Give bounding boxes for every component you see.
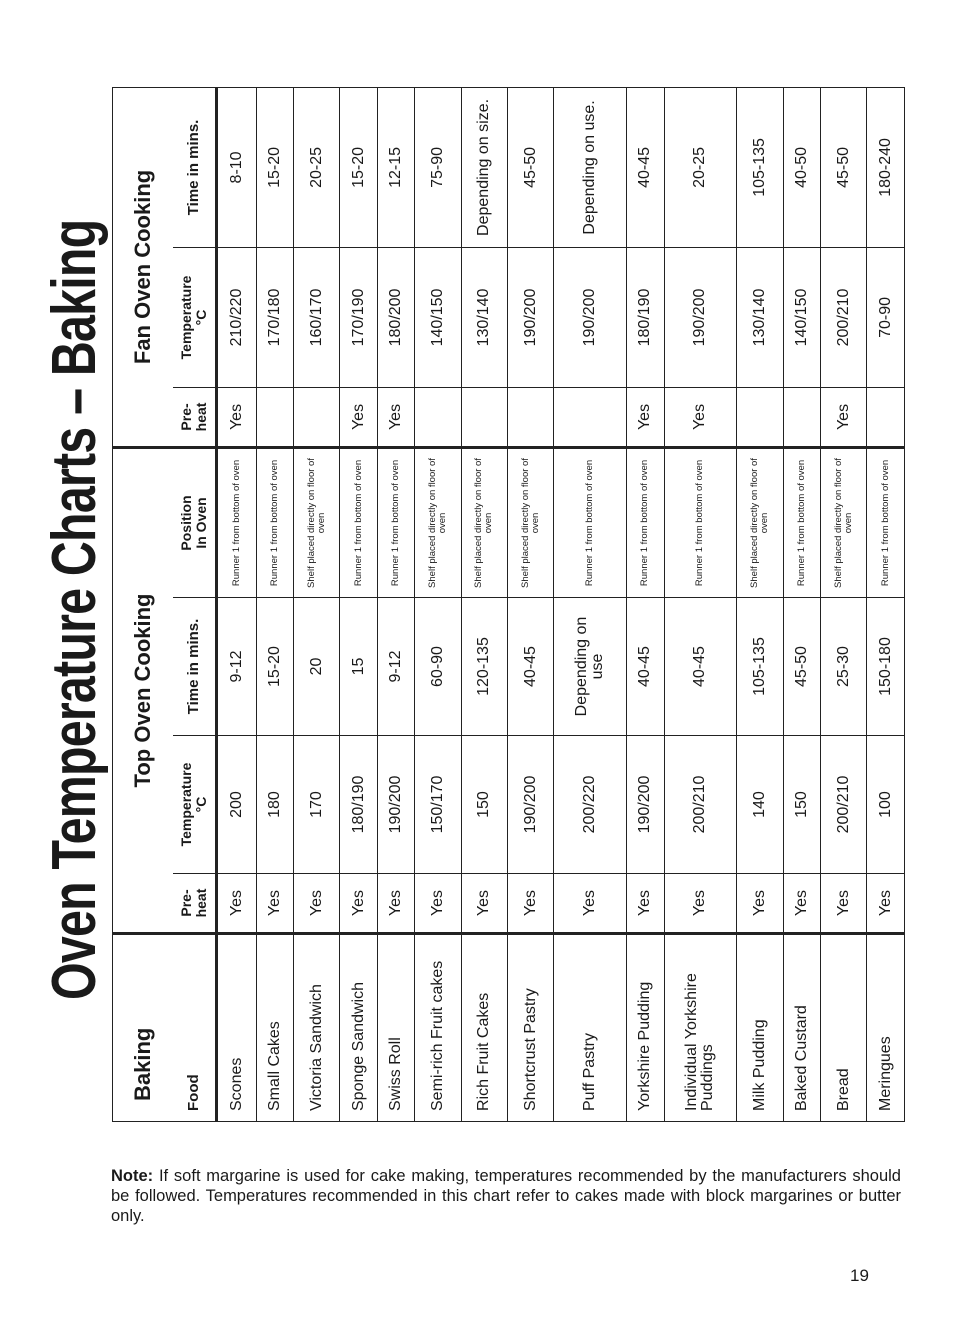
col-fan-preheat: Pre- heat: [173, 387, 217, 447]
note-label: Note:: [111, 1167, 154, 1185]
cell-top-temp: 200/210: [821, 736, 867, 874]
page-title-text: Oven Temperature Charts – Baking: [40, 219, 109, 1000]
cell-top-preheat: Yes: [664, 874, 737, 934]
cell-position: Shelf placed directly on floor of oven: [508, 447, 554, 597]
cell-fan-preheat: [508, 387, 554, 447]
cell-fan-temp: 170/180: [256, 247, 293, 387]
cell-fan-time: 20-25: [664, 87, 737, 247]
cell-food: Yorkshire Pudding: [627, 934, 664, 1122]
cell-top-preheat: Yes: [627, 874, 664, 934]
cell-top-temp: 100: [867, 736, 905, 874]
col-fan-temperature: Temperature °C: [173, 247, 217, 387]
cell-food: Meringues: [867, 934, 905, 1122]
cell-top-preheat: Yes: [867, 874, 905, 934]
table-row: [737, 87, 783, 1121]
table-row: [340, 87, 377, 1121]
cell-top-time: 45-50: [783, 598, 820, 736]
cell-position: Shelf placed directly on floor of oven: [461, 447, 507, 597]
cell-top-preheat: Yes: [783, 874, 820, 934]
cell-position: Runner 1 from bottom of oven: [340, 447, 377, 597]
baking-chart-table: [112, 87, 905, 1122]
cell-fan-preheat: [783, 387, 820, 447]
col-position: Position In Oven: [173, 447, 217, 597]
note-paragraph: [111, 1166, 901, 1226]
cell-position: Runner 1 from bottom of oven: [664, 447, 737, 597]
cell-food: Swiss Roll: [377, 934, 414, 1122]
cell-fan-time: 40-45: [627, 87, 664, 247]
cell-fan-preheat: Yes: [377, 387, 414, 447]
cell-top-temp: 190/200: [377, 736, 414, 874]
cell-fan-time: 105-135: [737, 87, 783, 247]
table-row: [554, 87, 627, 1121]
cell-top-time: 9-12: [217, 598, 257, 736]
table-row: [508, 87, 554, 1121]
cell-top-preheat: Yes: [377, 874, 414, 934]
cell-position: Shelf placed directly on floor of oven: [737, 447, 783, 597]
cell-top-time: 120-135: [461, 598, 507, 736]
column-header-row: [173, 87, 217, 1121]
cell-fan-temp: 180/200: [377, 247, 414, 387]
cell-fan-time: 20-25: [294, 87, 340, 247]
cell-fan-time: Depending on use.: [554, 87, 627, 247]
section-baking: Baking: [113, 934, 173, 1122]
cell-food: Bread: [821, 934, 867, 1122]
cell-position: Runner 1 from bottom of oven: [217, 447, 257, 597]
section-fan-oven: Fan Oven Cooking: [113, 87, 173, 447]
cell-fan-temp: 210/220: [217, 247, 257, 387]
cell-fan-preheat: [461, 387, 507, 447]
cell-top-time: 15: [340, 598, 377, 736]
cell-food: Small Cakes: [256, 934, 293, 1122]
cell-fan-temp: 190/200: [508, 247, 554, 387]
baking-chart-rotated: [112, 88, 905, 1122]
cell-top-temp: 200/210: [664, 736, 737, 874]
cell-top-time: 40-45: [664, 598, 737, 736]
table-row: [627, 87, 664, 1121]
cell-top-preheat: Yes: [415, 874, 461, 934]
cell-top-preheat: Yes: [294, 874, 340, 934]
col-top-temperature: Temperature °C: [173, 736, 217, 874]
table-row: [217, 87, 257, 1121]
cell-fan-time: 15-20: [256, 87, 293, 247]
cell-food: Puff Pastry: [554, 934, 627, 1122]
cell-top-preheat: Yes: [340, 874, 377, 934]
cell-fan-temp: 140/150: [415, 247, 461, 387]
cell-top-temp: 180: [256, 736, 293, 874]
cell-fan-preheat: [737, 387, 783, 447]
cell-food: Rich Fruit Cakes: [461, 934, 507, 1122]
col-top-preheat: Pre- heat: [173, 874, 217, 934]
cell-top-temp: 200/220: [554, 736, 627, 874]
cell-food: Shortcrust Pastry: [508, 934, 554, 1122]
cell-position: Shelf placed directly on floor of oven: [821, 447, 867, 597]
cell-fan-time: 45-50: [508, 87, 554, 247]
cell-top-time: 105-135: [737, 598, 783, 736]
baking-chart-box: [112, 88, 905, 1122]
cell-top-preheat: Yes: [217, 874, 257, 934]
col-food: Food: [173, 934, 217, 1122]
page-title-container: [40, 219, 110, 1000]
cell-food: Individual Yorkshire Puddings: [664, 934, 737, 1122]
cell-food: Sponge Sandwich: [340, 934, 377, 1122]
cell-position: Runner 1 from bottom of oven: [377, 447, 414, 597]
section-header-row: [113, 87, 173, 1121]
cell-position: Runner 1 from bottom of oven: [627, 447, 664, 597]
table-row: [461, 87, 507, 1121]
cell-fan-preheat: Yes: [217, 387, 257, 447]
cell-top-preheat: Yes: [821, 874, 867, 934]
cell-top-time: 60-90: [415, 598, 461, 736]
cell-food: Semi-rich Fruit cakes: [415, 934, 461, 1122]
col-top-time: Time in mins.: [173, 598, 217, 736]
cell-fan-temp: 200/210: [821, 247, 867, 387]
cell-fan-time: 15-20: [340, 87, 377, 247]
cell-top-time: 15-20: [256, 598, 293, 736]
table-row: [867, 87, 905, 1121]
cell-position: Runner 1 from bottom of oven: [256, 447, 293, 597]
cell-fan-time: 12-15: [377, 87, 414, 247]
cell-top-time: 20: [294, 598, 340, 736]
cell-fan-preheat: Yes: [340, 387, 377, 447]
cell-fan-time: 180-240: [867, 87, 905, 247]
cell-food: Baked Custard: [783, 934, 820, 1122]
cell-top-temp: 140: [737, 736, 783, 874]
cell-top-temp: 190/200: [627, 736, 664, 874]
cell-fan-preheat: [867, 387, 905, 447]
cell-food: Scones: [217, 934, 257, 1122]
cell-fan-preheat: Yes: [664, 387, 737, 447]
chart-body: [217, 87, 905, 1121]
cell-fan-temp: 130/140: [461, 247, 507, 387]
cell-fan-temp: 140/150: [783, 247, 820, 387]
col-fan-time: Time in mins.: [173, 87, 217, 247]
table-row: [294, 87, 340, 1121]
cell-fan-temp: 170/190: [340, 247, 377, 387]
page-number: 19: [850, 1266, 869, 1285]
cell-position: Shelf placed directly on floor of oven: [415, 447, 461, 597]
cell-fan-preheat: [294, 387, 340, 447]
cell-top-time: 9-12: [377, 598, 414, 736]
cell-top-temp: 180/190: [340, 736, 377, 874]
cell-fan-time: Depending on size.: [461, 87, 507, 247]
note-text: If soft margarine is used for cake making, temperatures recommended by the manufacturers should be followed. Temperatures recommended in this chart refer to cakes made with block margarines or butter only.: [111, 1167, 901, 1225]
cell-top-temp: 150: [783, 736, 820, 874]
cell-fan-preheat: [554, 387, 627, 447]
cell-fan-temp: 130/140: [737, 247, 783, 387]
cell-top-temp: 150: [461, 736, 507, 874]
cell-fan-temp: 190/200: [554, 247, 627, 387]
cell-top-temp: 200: [217, 736, 257, 874]
table-row: [664, 87, 737, 1121]
table-row: [783, 87, 820, 1121]
table-row: [415, 87, 461, 1121]
cell-fan-preheat: Yes: [821, 387, 867, 447]
cell-food: Victoria Sandwich: [294, 934, 340, 1122]
table-row: [256, 87, 293, 1121]
table-row: [821, 87, 867, 1121]
cell-top-preheat: Yes: [461, 874, 507, 934]
cell-position: Runner 1 from bottom of oven: [554, 447, 627, 597]
cell-fan-preheat: Yes: [627, 387, 664, 447]
cell-fan-preheat: [415, 387, 461, 447]
cell-fan-temp: 160/170: [294, 247, 340, 387]
cell-fan-temp: 190/200: [664, 247, 737, 387]
cell-fan-time: 40-50: [783, 87, 820, 247]
cell-food: Milk Pudding: [737, 934, 783, 1122]
cell-fan-preheat: [256, 387, 293, 447]
cell-top-temp: 170: [294, 736, 340, 874]
cell-top-preheat: Yes: [554, 874, 627, 934]
cell-top-time: Depending on use: [554, 598, 627, 736]
cell-top-time: 40-45: [627, 598, 664, 736]
cell-fan-temp: 180/190: [627, 247, 664, 387]
cell-fan-time: 8-10: [217, 87, 257, 247]
section-top-oven: Top Oven Cooking: [113, 447, 173, 933]
cell-top-time: 150-180: [867, 598, 905, 736]
cell-top-time: 25-30: [821, 598, 867, 736]
cell-top-preheat: Yes: [256, 874, 293, 934]
cell-top-preheat: Yes: [737, 874, 783, 934]
table-row: [377, 87, 414, 1121]
cell-top-temp: 150/170: [415, 736, 461, 874]
cell-fan-time: 45-50: [821, 87, 867, 247]
cell-position: Runner 1 from bottom of oven: [867, 447, 905, 597]
cell-fan-time: 75-90: [415, 87, 461, 247]
cell-top-time: 40-45: [508, 598, 554, 736]
cell-position: Runner 1 from bottom of oven: [783, 447, 820, 597]
page-title: [40, 219, 110, 1000]
cell-position: Shelf placed directly on floor of oven: [294, 447, 340, 597]
cell-fan-temp: 70-90: [867, 247, 905, 387]
cell-top-preheat: Yes: [508, 874, 554, 934]
cell-top-temp: 190/200: [508, 736, 554, 874]
